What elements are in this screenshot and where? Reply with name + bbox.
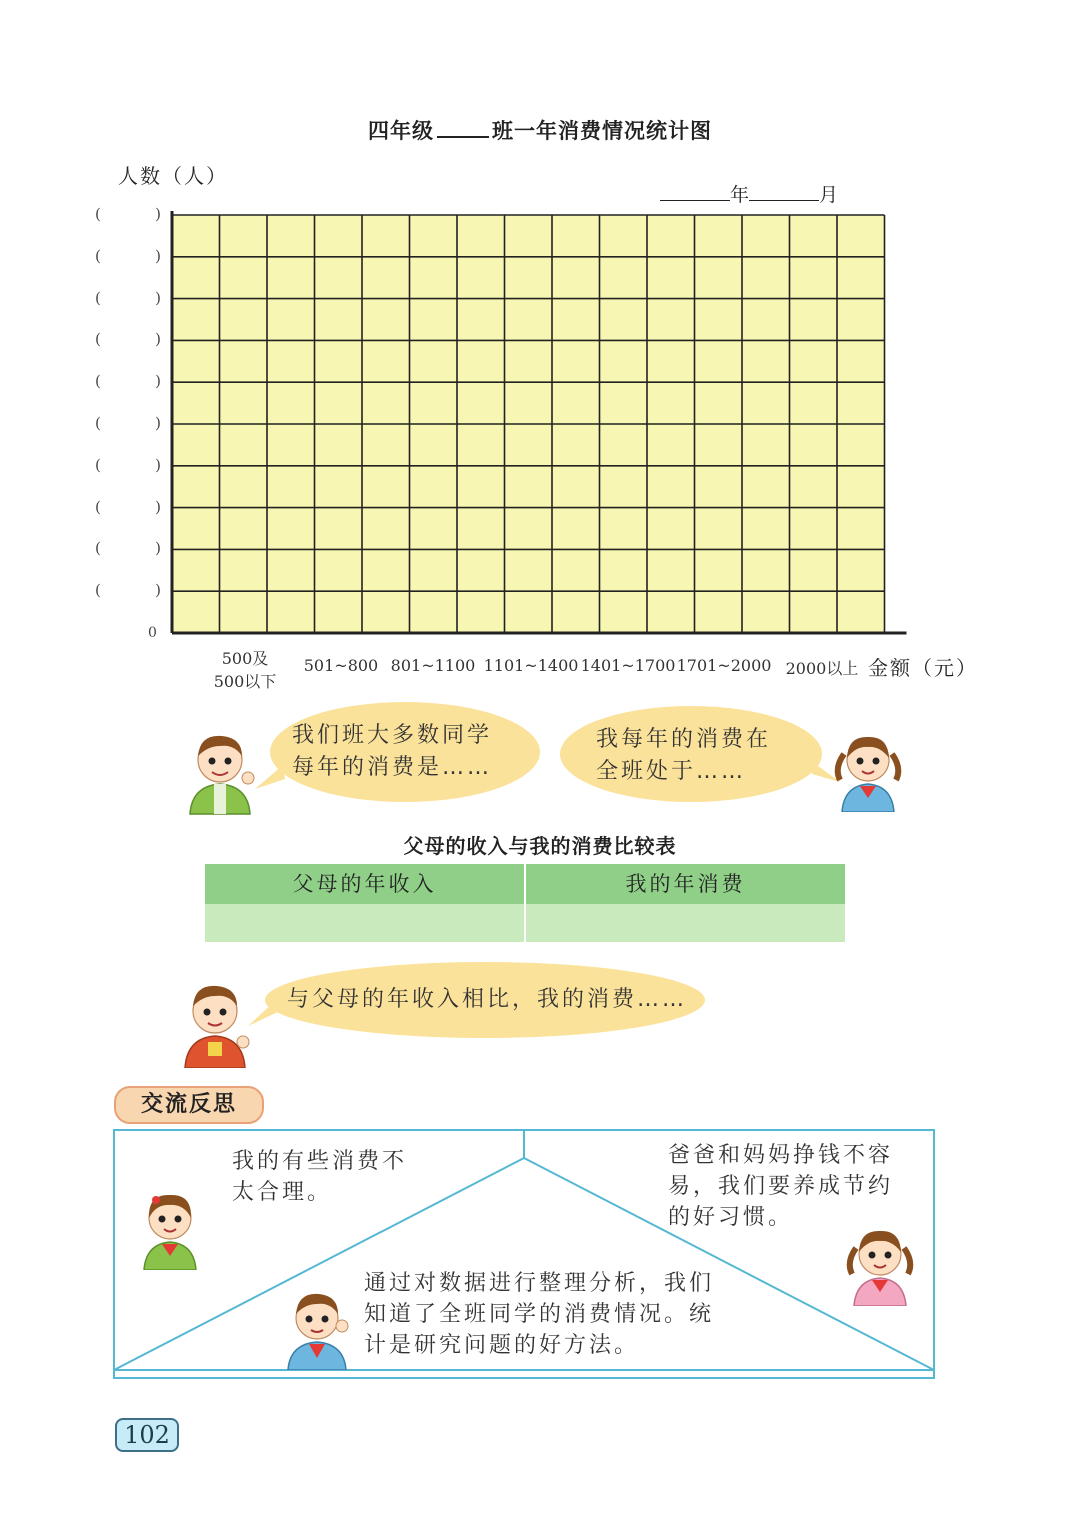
y-tick-open-paren: ( (95, 288, 101, 307)
y-tick-blank (95, 247, 161, 265)
y-tick-blank (95, 372, 161, 390)
month-label: 月 (819, 184, 839, 206)
blank-bar-grid (160, 205, 920, 645)
boy-character-center (282, 1286, 352, 1370)
y-tick-blank (95, 414, 161, 432)
header-my-spending: 我的年消费 (526, 864, 845, 904)
table-title: 父母的收入与我的消费比较表 (403, 834, 677, 858)
girl-bubble-line1: 我每年的消费在 (596, 727, 772, 752)
x-tick-text: 501~800 (303, 656, 379, 675)
girl-bubble-line2: 全班处于…… (596, 759, 747, 784)
comparison-table (205, 864, 845, 942)
y-tick-open-paren: ( (95, 455, 101, 474)
chart-title-prefix: 四年级 (368, 119, 434, 143)
y-tick-blank (95, 498, 161, 516)
y-axis-label: 人数（人） (118, 164, 228, 188)
boy-bubble-line1: 我们班大多数同学 (292, 723, 493, 748)
year-blank (660, 200, 730, 201)
chart-title (0, 115, 1080, 145)
y-tick-close-paren: ) (155, 205, 161, 223)
y-tick-open-paren: ( (95, 330, 101, 349)
x-tick-text: 500以下 (213, 672, 277, 691)
boy-character-green (180, 728, 260, 816)
girl-character-right (840, 1222, 920, 1306)
y-tick-close-paren: ) (155, 330, 161, 349)
y-tick-close-paren: ) (155, 414, 161, 432)
y-tick-blank (95, 205, 161, 223)
center-text-line2: 知道了全班同学的消费情况。统 (364, 1302, 715, 1327)
girl-character-braids (828, 728, 908, 812)
cell-my-spending[interactable] (526, 904, 845, 942)
y-tick-blank (95, 289, 161, 307)
left-text-line1: 我的有些消费不 (232, 1149, 408, 1174)
x-tick-text: 1701~2000 (676, 656, 772, 675)
y-tick-open-paren: ( (95, 414, 101, 432)
x-tick-text: 1401~1700 (580, 656, 676, 675)
right-text-line2: 易，我们要养成节约 (668, 1174, 894, 1199)
x-tick-text: 1101~1400 (483, 656, 579, 675)
reflection-center-text (364, 1268, 714, 1361)
left-text-line2: 太合理。 (232, 1180, 333, 1205)
x-axis-label: 金额（元） (868, 656, 978, 680)
reflection-left-text (232, 1146, 407, 1208)
x-tick-text: 801~1100 (390, 656, 476, 675)
y-tick-close-paren: ) (155, 581, 161, 600)
boy-character-red (175, 978, 255, 1068)
y-tick-blank (95, 539, 161, 557)
y-tick-close-paren: ) (155, 539, 161, 558)
x-tick-text: 2000以上 (785, 659, 859, 678)
comparison-bubble-tail (248, 1000, 278, 1030)
boy-bubble-tail (255, 765, 285, 795)
y-tick-close-paren: ) (155, 455, 161, 474)
x-tick-label (762, 656, 882, 679)
y-tick-open-paren: ( (95, 246, 101, 265)
y-tick-blank (95, 456, 161, 474)
y-tick-close-paren: ) (155, 497, 161, 516)
date-fill-line (660, 180, 838, 207)
class-blank (437, 136, 489, 138)
y-zero-label: 0 (148, 625, 157, 641)
y-tick-open-paren: ( (95, 581, 101, 600)
section-badge-reflection: 交流反思 (114, 1086, 264, 1124)
comparison-bubble-text: 与父母的年收入相比，我的消费…… (287, 987, 688, 1012)
y-tick-open-paren: ( (95, 539, 101, 558)
y-tick-open-paren: ( (95, 497, 101, 516)
center-text-line3: 计是研究问题的好方法。 (364, 1333, 640, 1358)
page-number: 102 (115, 1418, 179, 1452)
y-tick-open-paren: ( (95, 205, 101, 223)
right-text-line1: 爸爸和妈妈挣钱不容 (668, 1143, 894, 1168)
reflection-right-text (668, 1140, 893, 1233)
chart-title-suffix: 班一年消费情况统计图 (492, 119, 712, 143)
header-parents-income: 父母的年收入 (205, 864, 524, 904)
y-tick-close-paren: ) (155, 372, 161, 391)
y-tick-close-paren: ) (155, 246, 161, 265)
y-tick-blank (95, 581, 161, 599)
boy-bubble-line2: 每年的消费是…… (292, 755, 493, 780)
boy-speech-bubble (270, 702, 540, 802)
y-tick-close-paren: ) (155, 288, 161, 307)
y-tick-blank (95, 330, 161, 348)
cell-parents-income[interactable] (205, 904, 524, 942)
year-label: 年 (730, 184, 750, 206)
month-blank (749, 200, 819, 201)
right-text-line3: 的好习惯。 (668, 1205, 794, 1230)
x-tick-text: 500及 (221, 649, 269, 668)
y-tick-open-paren: ( (95, 372, 101, 391)
center-text-line1: 通过对数据进行整理分析，我们 (364, 1271, 715, 1296)
girl-character-left (130, 1186, 210, 1270)
boy-comparison-bubble (265, 962, 705, 1038)
girl-speech-bubble (560, 706, 822, 802)
